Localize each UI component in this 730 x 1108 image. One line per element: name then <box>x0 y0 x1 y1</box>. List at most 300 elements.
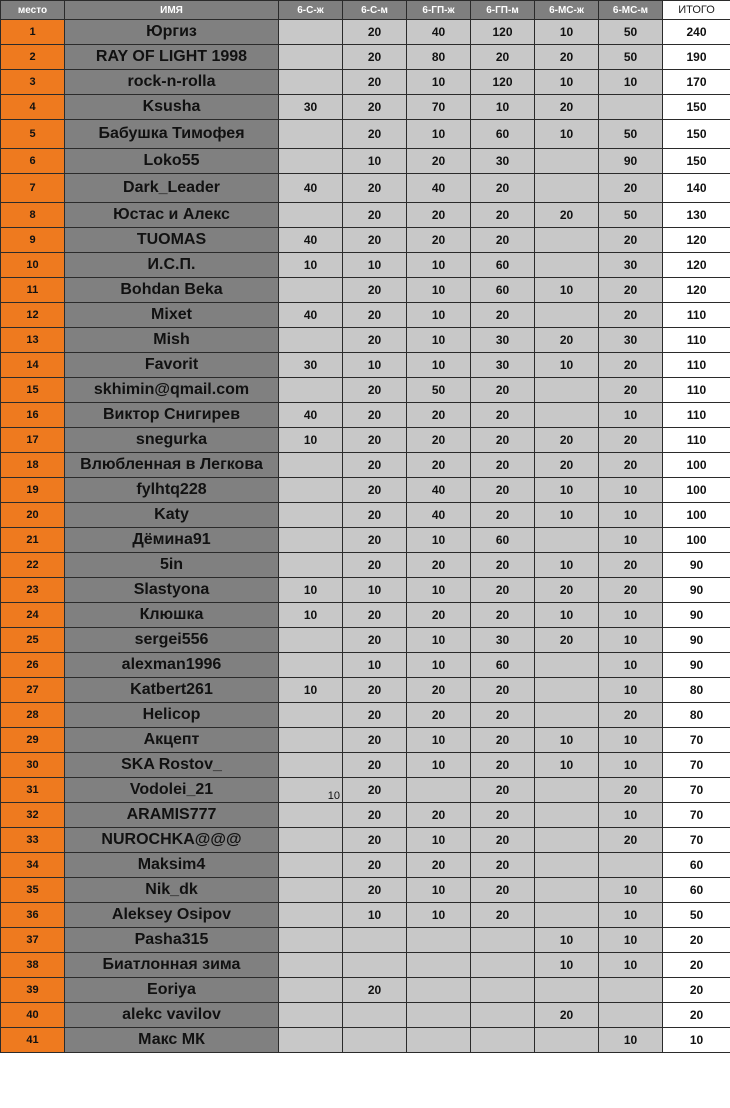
score-6-s-m <box>343 1003 407 1028</box>
table-row <box>1 478 730 503</box>
total-cell: 100 <box>663 453 730 478</box>
score-6-s-m: 20 <box>343 203 407 228</box>
score-6-ms-m <box>599 1003 663 1028</box>
score-6-s-zh: 10 <box>279 428 343 453</box>
score-6-gp-zh: 20 <box>407 703 471 728</box>
score-6-gp-zh: 40 <box>407 174 471 203</box>
score-6-s-zh: 40 <box>279 228 343 253</box>
score-6-gp-zh <box>407 778 471 803</box>
place-cell: 15 <box>1 378 65 403</box>
name-cell: skhimin@qmail.com <box>65 378 279 403</box>
place-cell: 41 <box>1 1028 65 1053</box>
score-6-ms-zh <box>535 378 599 403</box>
score-6-ms-zh: 20 <box>535 428 599 453</box>
score-6-s-m: 20 <box>343 778 407 803</box>
score-6-gp-zh: 20 <box>407 228 471 253</box>
name-cell: Favorit <box>65 353 279 378</box>
place-cell: 6 <box>1 149 65 174</box>
score-6-s-m: 20 <box>343 703 407 728</box>
score-6-ms-zh <box>535 853 599 878</box>
score-6-ms-m: 50 <box>599 20 663 45</box>
table-row <box>1 378 730 403</box>
total-cell: 10 <box>663 1028 730 1053</box>
score-6-s-m: 20 <box>343 978 407 1003</box>
score-6-gp-m: 20 <box>471 578 535 603</box>
score-6-s-m: 20 <box>343 95 407 120</box>
place-cell: 23 <box>1 578 65 603</box>
name-cell: Maksim4 <box>65 853 279 878</box>
score-6-ms-zh: 10 <box>535 120 599 149</box>
score-6-gp-m: 20 <box>471 174 535 203</box>
score-6-s-zh <box>279 878 343 903</box>
total-cell: 70 <box>663 828 730 853</box>
total-cell: 140 <box>663 174 730 203</box>
score-6-gp-m: 60 <box>471 528 535 553</box>
place-cell: 22 <box>1 553 65 578</box>
score-6-ms-m: 20 <box>599 453 663 478</box>
table-row <box>1 149 730 174</box>
score-6-s-m: 10 <box>343 149 407 174</box>
total-cell: 70 <box>663 753 730 778</box>
table-row <box>1 403 730 428</box>
score-6-ms-zh <box>535 703 599 728</box>
score-6-gp-m: 60 <box>471 253 535 278</box>
table-header <box>1 1 730 20</box>
score-6-gp-zh <box>407 1003 471 1028</box>
total-cell: 120 <box>663 228 730 253</box>
score-6-ms-zh <box>535 903 599 928</box>
score-6-s-zh <box>279 903 343 928</box>
total-cell: 150 <box>663 120 730 149</box>
score-6-ms-m: 10 <box>599 653 663 678</box>
total-cell: 60 <box>663 853 730 878</box>
score-6-s-m: 20 <box>343 453 407 478</box>
total-cell: 60 <box>663 878 730 903</box>
table-row <box>1 503 730 528</box>
total-cell: 110 <box>663 378 730 403</box>
score-6-s-m: 20 <box>343 528 407 553</box>
score-6-ms-m: 20 <box>599 778 663 803</box>
score-6-s-m: 20 <box>343 753 407 778</box>
score-6-gp-zh: 20 <box>407 203 471 228</box>
score-6-s-zh <box>279 45 343 70</box>
place-cell: 33 <box>1 828 65 853</box>
place-cell: 24 <box>1 603 65 628</box>
score-6-s-zh <box>279 328 343 353</box>
name-cell: 5in <box>65 553 279 578</box>
score-6-ms-m: 20 <box>599 428 663 453</box>
score-6-ms-zh <box>535 653 599 678</box>
score-6-gp-zh: 10 <box>407 828 471 853</box>
score-6-gp-zh: 10 <box>407 578 471 603</box>
score-6-gp-zh: 20 <box>407 553 471 578</box>
score-6-s-zh <box>279 1028 343 1053</box>
score-6-gp-zh: 40 <box>407 478 471 503</box>
score-6-ms-m: 10 <box>599 953 663 978</box>
total-cell: 240 <box>663 20 730 45</box>
table-row <box>1 228 730 253</box>
score-6-ms-zh: 20 <box>535 628 599 653</box>
score-6-gp-zh <box>407 953 471 978</box>
name-cell: Дёмина91 <box>65 528 279 553</box>
score-6-gp-m: 60 <box>471 278 535 303</box>
header-total: ИТОГО <box>663 1 730 20</box>
score-6-s-zh: 10 <box>279 578 343 603</box>
score-6-ms-zh <box>535 174 599 203</box>
score-6-s-zh <box>279 978 343 1003</box>
total-cell: 110 <box>663 353 730 378</box>
score-6-s-m: 20 <box>343 878 407 903</box>
score-6-gp-m: 60 <box>471 653 535 678</box>
header-6-gp-m: 6-ГП-м <box>471 1 535 20</box>
total-cell: 110 <box>663 328 730 353</box>
score-6-s-m: 20 <box>343 278 407 303</box>
name-cell: ARAMIS777 <box>65 803 279 828</box>
total-cell: 120 <box>663 278 730 303</box>
header-6-gp-zh: 6-ГП-ж <box>407 1 471 20</box>
score-6-s-m: 20 <box>343 403 407 428</box>
name-cell: sergei556 <box>65 628 279 653</box>
name-cell: Юргиз <box>65 20 279 45</box>
score-6-ms-m: 50 <box>599 120 663 149</box>
score-6-s-m: 20 <box>343 45 407 70</box>
score-6-s-m: 20 <box>343 428 407 453</box>
score-6-ms-zh <box>535 303 599 328</box>
score-6-s-m: 20 <box>343 728 407 753</box>
name-cell: Eoriya <box>65 978 279 1003</box>
score-6-ms-zh: 10 <box>535 478 599 503</box>
score-6-gp-zh: 20 <box>407 603 471 628</box>
score-6-ms-m: 20 <box>599 353 663 378</box>
name-cell: Katy <box>65 503 279 528</box>
table-row <box>1 1028 730 1053</box>
name-cell: Helicop <box>65 703 279 728</box>
score-6-s-zh <box>279 528 343 553</box>
score-6-gp-m: 20 <box>471 878 535 903</box>
table-row <box>1 95 730 120</box>
score-6-gp-m: 60 <box>471 120 535 149</box>
header-6-ms-zh: 6-МС-ж <box>535 1 599 20</box>
score-6-s-zh <box>279 1003 343 1028</box>
score-6-gp-zh: 10 <box>407 653 471 678</box>
score-6-ms-m: 20 <box>599 278 663 303</box>
place-cell: 32 <box>1 803 65 828</box>
score-6-gp-m: 20 <box>471 478 535 503</box>
table-row <box>1 628 730 653</box>
name-cell: Виктор Снигирев <box>65 403 279 428</box>
score-6-gp-zh: 10 <box>407 903 471 928</box>
score-6-gp-zh: 10 <box>407 528 471 553</box>
table-row <box>1 603 730 628</box>
place-cell: 35 <box>1 878 65 903</box>
score-6-ms-zh: 10 <box>535 928 599 953</box>
header-6-s-m: 6-С-м <box>343 1 407 20</box>
score-6-ms-m <box>599 853 663 878</box>
score-6-ms-zh: 10 <box>535 278 599 303</box>
place-cell: 4 <box>1 95 65 120</box>
score-6-ms-zh: 10 <box>535 753 599 778</box>
name-cell: rock-n-rolla <box>65 70 279 95</box>
table-row <box>1 278 730 303</box>
place-cell: 29 <box>1 728 65 753</box>
score-6-s-zh <box>279 149 343 174</box>
table-row <box>1 853 730 878</box>
score-6-ms-m: 20 <box>599 703 663 728</box>
score-6-ms-zh: 10 <box>535 20 599 45</box>
score-6-gp-zh: 10 <box>407 253 471 278</box>
table-row <box>1 1003 730 1028</box>
name-cell: Макс МК <box>65 1028 279 1053</box>
score-6-ms-m: 10 <box>599 903 663 928</box>
score-6-gp-m <box>471 1028 535 1053</box>
score-6-s-zh <box>279 70 343 95</box>
total-cell: 110 <box>663 403 730 428</box>
table-row <box>1 453 730 478</box>
place-cell: 20 <box>1 503 65 528</box>
place-cell: 10 <box>1 253 65 278</box>
score-6-ms-zh: 20 <box>535 328 599 353</box>
score-6-s-m <box>343 953 407 978</box>
place-cell: 5 <box>1 120 65 149</box>
name-cell: alexman1996 <box>65 653 279 678</box>
total-cell: 150 <box>663 149 730 174</box>
score-6-gp-zh: 20 <box>407 678 471 703</box>
name-cell: SKA Rostov_ <box>65 753 279 778</box>
header-name: ИМЯ <box>65 1 279 20</box>
score-6-s-m: 20 <box>343 853 407 878</box>
place-cell: 36 <box>1 903 65 928</box>
table-row <box>1 120 730 149</box>
score-6-gp-m: 20 <box>471 778 535 803</box>
score-6-s-zh: 40 <box>279 403 343 428</box>
place-cell: 34 <box>1 853 65 878</box>
score-6-gp-zh: 20 <box>407 853 471 878</box>
score-6-s-m: 20 <box>343 828 407 853</box>
score-6-s-m: 20 <box>343 70 407 95</box>
score-6-s-zh: 10 <box>279 253 343 278</box>
total-cell: 80 <box>663 678 730 703</box>
table-row <box>1 728 730 753</box>
table-row <box>1 953 730 978</box>
score-6-s-m: 10 <box>343 578 407 603</box>
name-cell: Биатлонная зима <box>65 953 279 978</box>
score-6-ms-zh <box>535 403 599 428</box>
place-cell: 13 <box>1 328 65 353</box>
score-6-s-zh <box>279 803 343 828</box>
total-cell: 70 <box>663 728 730 753</box>
score-6-gp-zh: 80 <box>407 45 471 70</box>
score-6-ms-m: 20 <box>599 578 663 603</box>
score-6-gp-m: 30 <box>471 628 535 653</box>
table-row <box>1 803 730 828</box>
place-cell: 31 <box>1 778 65 803</box>
total-cell: 20 <box>663 928 730 953</box>
score-6-s-zh <box>279 478 343 503</box>
score-6-gp-m: 20 <box>471 503 535 528</box>
score-6-s-zh <box>279 628 343 653</box>
score-6-gp-m: 20 <box>471 828 535 853</box>
score-6-s-zh <box>279 953 343 978</box>
name-cell: Vodolei_21 <box>65 778 279 803</box>
total-cell: 70 <box>663 778 730 803</box>
table-row <box>1 903 730 928</box>
score-6-s-zh: 10 <box>279 678 343 703</box>
score-6-gp-zh <box>407 1028 471 1053</box>
total-cell: 50 <box>663 903 730 928</box>
score-6-gp-m <box>471 953 535 978</box>
score-6-gp-m: 20 <box>471 553 535 578</box>
total-cell: 20 <box>663 1003 730 1028</box>
score-6-gp-zh <box>407 928 471 953</box>
score-6-gp-m: 30 <box>471 353 535 378</box>
table-row <box>1 45 730 70</box>
place-cell: 39 <box>1 978 65 1003</box>
place-cell: 18 <box>1 453 65 478</box>
score-6-s-m: 10 <box>343 653 407 678</box>
place-cell: 21 <box>1 528 65 553</box>
score-6-gp-m: 20 <box>471 753 535 778</box>
table-row <box>1 578 730 603</box>
total-cell: 130 <box>663 203 730 228</box>
score-6-gp-zh: 70 <box>407 95 471 120</box>
score-6-gp-zh: 10 <box>407 303 471 328</box>
table-row <box>1 70 730 95</box>
table-row <box>1 703 730 728</box>
score-6-s-m: 20 <box>343 503 407 528</box>
table-row <box>1 753 730 778</box>
score-6-s-m: 10 <box>343 903 407 928</box>
table-row <box>1 253 730 278</box>
total-cell: 90 <box>663 578 730 603</box>
score-6-ms-m <box>599 95 663 120</box>
score-6-ms-m: 10 <box>599 878 663 903</box>
score-6-ms-zh: 10 <box>535 70 599 95</box>
place-cell: 11 <box>1 278 65 303</box>
place-cell: 16 <box>1 403 65 428</box>
score-6-s-m: 20 <box>343 20 407 45</box>
table-row <box>1 303 730 328</box>
place-cell: 25 <box>1 628 65 653</box>
score-6-ms-m: 10 <box>599 1028 663 1053</box>
total-cell: 190 <box>663 45 730 70</box>
score-6-gp-m: 30 <box>471 149 535 174</box>
score-6-s-zh <box>279 728 343 753</box>
total-cell: 20 <box>663 978 730 1003</box>
score-6-gp-zh: 10 <box>407 328 471 353</box>
score-6-s-zh <box>279 203 343 228</box>
score-6-ms-m: 10 <box>599 928 663 953</box>
table-row <box>1 328 730 353</box>
score-6-ms-m: 10 <box>599 628 663 653</box>
score-6-ms-zh: 10 <box>535 503 599 528</box>
score-6-s-zh <box>279 20 343 45</box>
score-6-gp-m <box>471 1003 535 1028</box>
score-6-s-zh <box>279 753 343 778</box>
score-6-s-m: 10 <box>343 353 407 378</box>
score-6-s-zh: 10 <box>279 778 343 803</box>
score-6-s-m: 20 <box>343 603 407 628</box>
score-6-gp-m: 20 <box>471 403 535 428</box>
score-6-ms-m: 30 <box>599 328 663 353</box>
score-6-ms-zh <box>535 878 599 903</box>
name-cell: Бабушка Тимофея <box>65 120 279 149</box>
total-cell: 110 <box>663 303 730 328</box>
score-6-gp-m: 20 <box>471 453 535 478</box>
score-6-s-zh: 40 <box>279 174 343 203</box>
score-6-s-zh <box>279 703 343 728</box>
total-cell: 100 <box>663 478 730 503</box>
score-6-ms-zh <box>535 978 599 1003</box>
score-6-s-zh <box>279 453 343 478</box>
header-place: место <box>1 1 65 20</box>
total-cell: 90 <box>663 553 730 578</box>
name-cell: Katbert261 <box>65 678 279 703</box>
score-6-gp-zh: 50 <box>407 378 471 403</box>
name-cell: fylhtq228 <box>65 478 279 503</box>
total-cell: 100 <box>663 503 730 528</box>
score-6-s-zh <box>279 378 343 403</box>
score-6-s-zh: 10 <box>279 603 343 628</box>
score-6-s-m: 20 <box>343 553 407 578</box>
score-6-gp-m: 30 <box>471 328 535 353</box>
score-6-gp-zh: 10 <box>407 70 471 95</box>
score-6-ms-zh: 20 <box>535 1003 599 1028</box>
header-6-s-zh: 6-С-ж <box>279 1 343 20</box>
table-row <box>1 678 730 703</box>
score-6-gp-m: 20 <box>471 603 535 628</box>
place-cell: 8 <box>1 203 65 228</box>
score-6-gp-m: 20 <box>471 803 535 828</box>
place-cell: 7 <box>1 174 65 203</box>
place-cell: 17 <box>1 428 65 453</box>
table-row <box>1 778 730 803</box>
score-6-ms-m: 10 <box>599 528 663 553</box>
score-6-s-m: 20 <box>343 120 407 149</box>
name-cell: Влюбленная в Легкова <box>65 453 279 478</box>
name-cell: Клюшка <box>65 603 279 628</box>
name-cell: NUROCHKA@@@ <box>65 828 279 853</box>
score-6-gp-zh: 20 <box>407 403 471 428</box>
score-6-s-zh <box>279 928 343 953</box>
place-cell: 37 <box>1 928 65 953</box>
score-6-ms-m: 20 <box>599 553 663 578</box>
score-6-gp-m: 20 <box>471 903 535 928</box>
place-cell: 12 <box>1 303 65 328</box>
name-cell: Mixet <box>65 303 279 328</box>
score-6-gp-m: 20 <box>471 303 535 328</box>
score-6-s-zh <box>279 853 343 878</box>
score-6-gp-zh: 10 <box>407 753 471 778</box>
score-6-ms-m: 10 <box>599 803 663 828</box>
score-6-ms-zh: 20 <box>535 203 599 228</box>
table-row <box>1 353 730 378</box>
score-6-s-zh <box>279 120 343 149</box>
score-6-ms-zh: 10 <box>535 553 599 578</box>
score-6-s-m: 20 <box>343 228 407 253</box>
table-row <box>1 553 730 578</box>
score-6-ms-m: 10 <box>599 70 663 95</box>
score-6-ms-zh <box>535 228 599 253</box>
total-cell: 90 <box>663 628 730 653</box>
place-cell: 1 <box>1 20 65 45</box>
score-6-gp-m: 120 <box>471 20 535 45</box>
score-6-s-zh <box>279 828 343 853</box>
score-6-ms-m: 10 <box>599 728 663 753</box>
score-6-s-m: 20 <box>343 678 407 703</box>
score-6-gp-m <box>471 928 535 953</box>
score-6-ms-zh: 20 <box>535 453 599 478</box>
score-6-gp-zh: 10 <box>407 120 471 149</box>
